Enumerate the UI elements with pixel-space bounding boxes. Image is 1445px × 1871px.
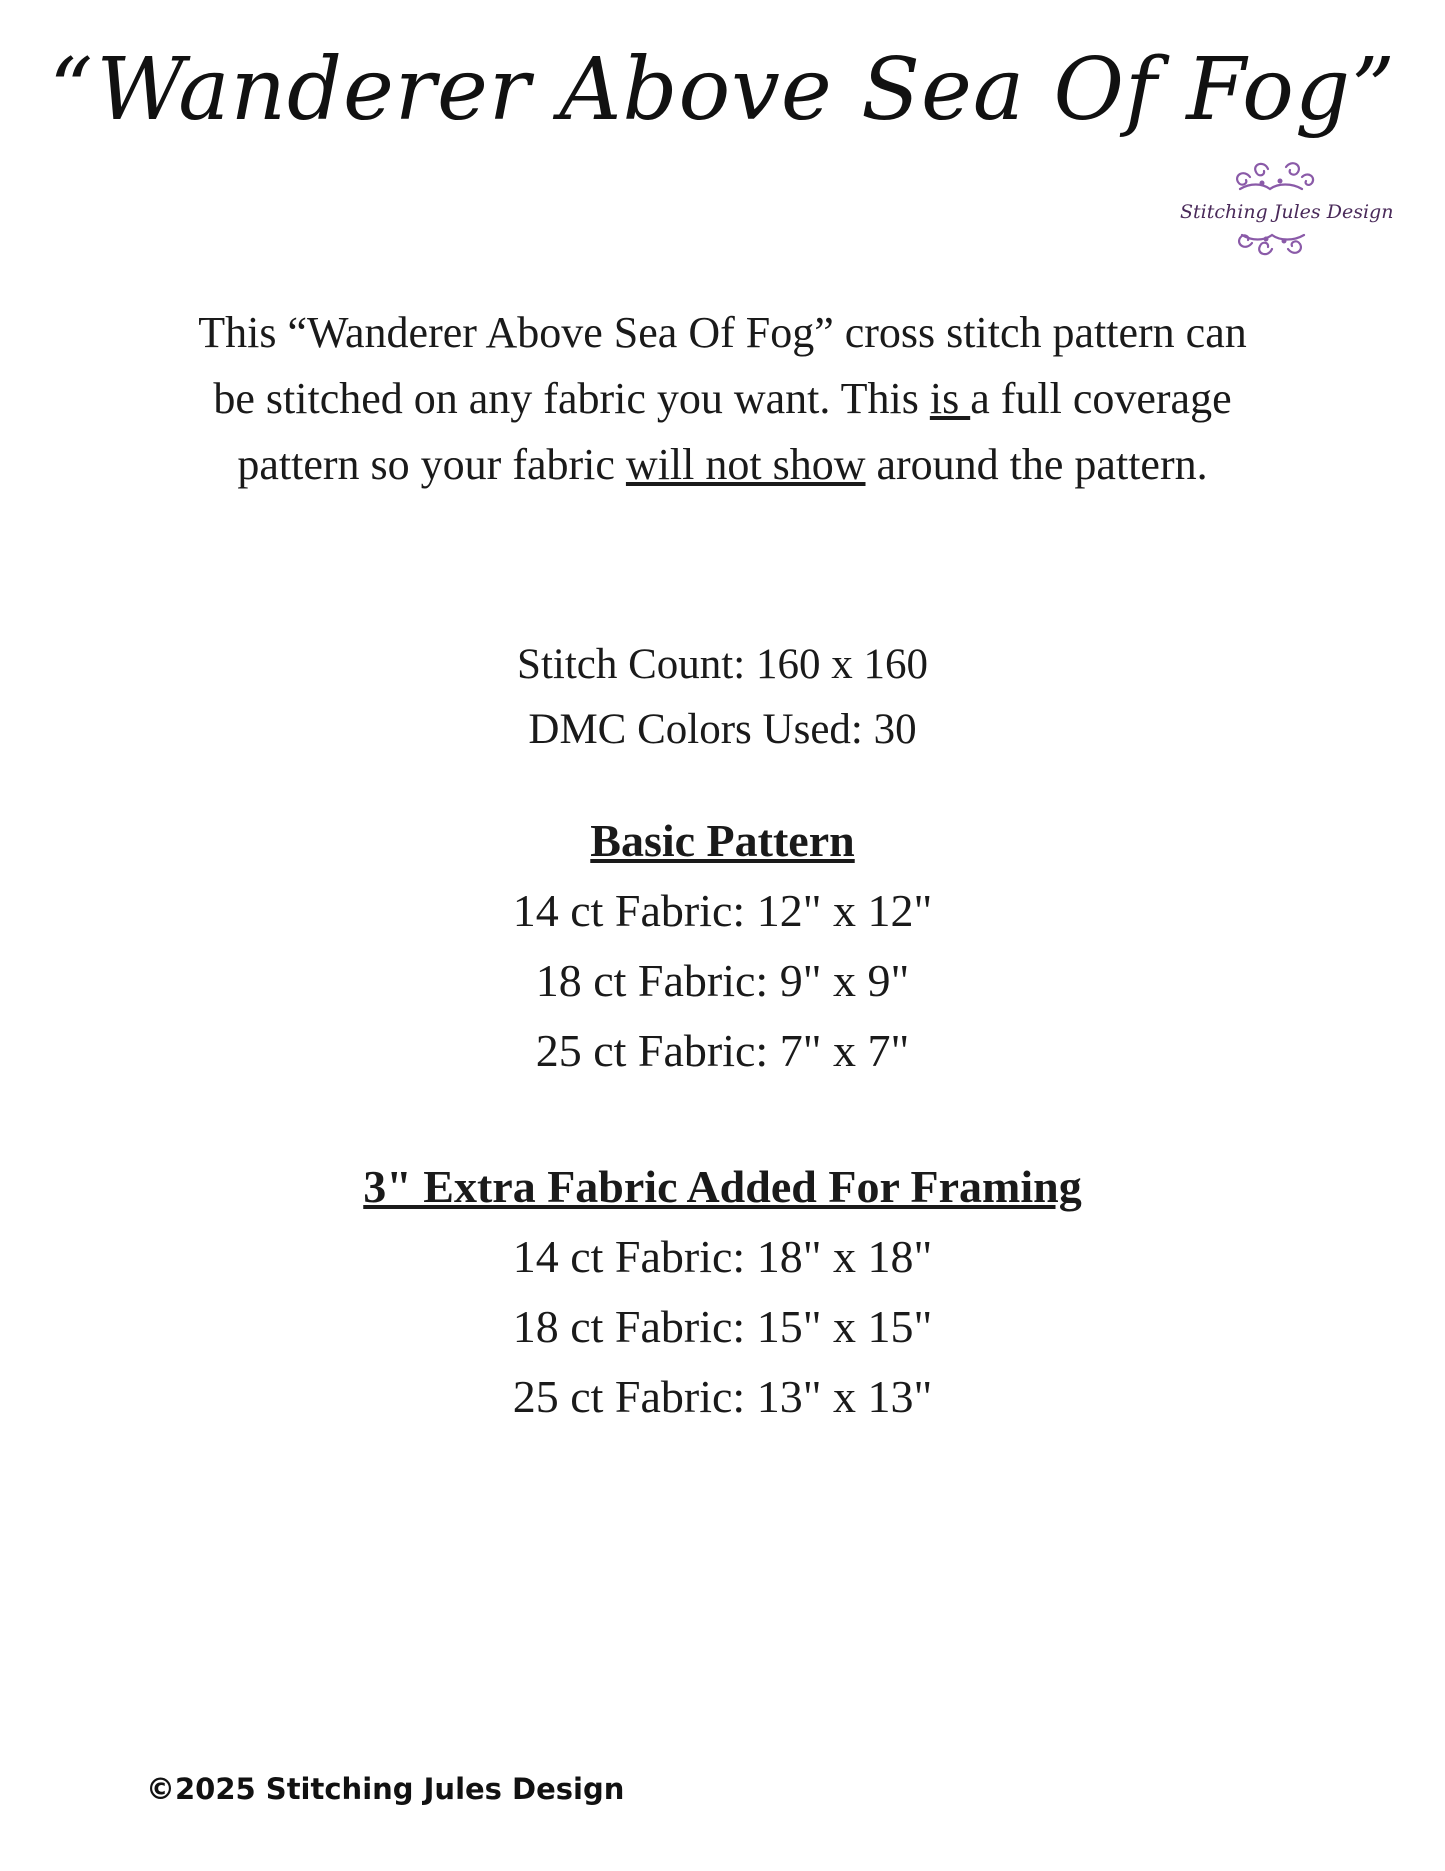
dmc-colors-used: DMC Colors Used: 30: [528, 706, 917, 753]
fabric-size-row: 18 ct Fabric: 15" x 15": [512, 1301, 933, 1352]
brand-logo-text: Stitching Jules Design: [1180, 201, 1394, 223]
fabric-size-row: 18 ct Fabric: 9" x 9": [535, 955, 910, 1006]
intro-emphasis-is: is: [929, 374, 971, 423]
intro-paragraph: [190, 300, 1255, 498]
intro-text: a full coverage pattern so your fabric: [237, 374, 1232, 489]
basic-pattern-heading: Basic Pattern: [590, 815, 855, 866]
intro-text: around the pattern.: [865, 440, 1208, 489]
intro-text: This “Wanderer Above Sea Of Fog” cross stitch pattern can be stitched on any fabric you want. This: [198, 308, 1247, 423]
copyright-footer: ©2025 Stitching Jules Design: [146, 1772, 625, 1806]
brand-logo: [1180, 155, 1394, 270]
page-title: “Wanderer Above Sea Of Fog”: [49, 40, 1396, 140]
fabric-size-row: 14 ct Fabric: 18" x 18": [512, 1231, 933, 1282]
basic-pattern-section: [0, 806, 1445, 1086]
pattern-stats: [0, 632, 1445, 762]
extra-fabric-heading: 3" Extra Fabric Added For Framing: [363, 1161, 1082, 1212]
fabric-size-row: 25 ct Fabric: 13" x 13": [512, 1371, 933, 1422]
stitch-count: Stitch Count: 160 x 160: [517, 641, 928, 688]
intro-emphasis-will-not-show: will not show: [625, 440, 866, 489]
fabric-size-row: 14 ct Fabric: 12" x 12": [512, 885, 933, 936]
extra-fabric-section: [0, 1152, 1445, 1432]
fabric-size-row: 25 ct Fabric: 7" x 7": [535, 1025, 910, 1076]
